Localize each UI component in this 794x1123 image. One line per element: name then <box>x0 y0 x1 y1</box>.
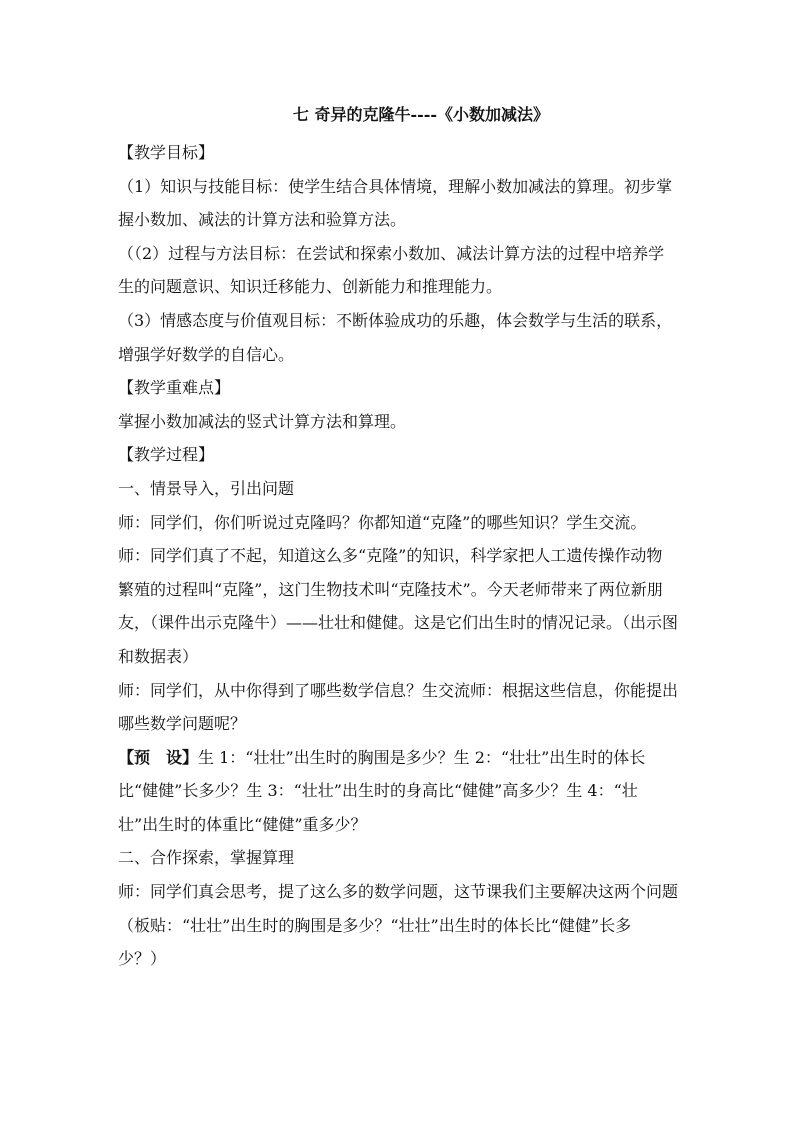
dialogue-paragraph-4-line-2: （板贴：“壮壮”出生时的胸围是多少？“壮壮”出生时的体长比“健健”长多 <box>118 915 632 935</box>
key-points-heading: 【教学重难点】 <box>118 378 231 398</box>
key-points-text: 掌握小数加减法的竖式计算方法和算理。 <box>118 411 407 431</box>
dialogue-paragraph-1: 师：同学们，你们听说过克隆吗？你都知道“克隆”的哪些知识？学生交流。 <box>118 512 647 532</box>
preset-label: 【预 设】 <box>118 747 199 767</box>
dialogue-paragraph-3 <box>118 674 679 741</box>
goal-2-paragraph <box>118 237 676 304</box>
document-title: 七 奇异的克隆牛----《小数加减法》 <box>292 105 550 124</box>
teaching-goals-heading: 【教学目标】 <box>118 143 215 162</box>
preset-line-1 <box>118 741 676 775</box>
dialogue-paragraph-2-line-2: 繁殖的过程叫“克隆”，这门生物技术叫“克隆技术”。今天老师带来了两位新朋 <box>118 579 663 599</box>
goal-3-line-1: （3）情感态度与价值观目标：不断体验成功的乐趣，体会数学与生活的联系， <box>118 310 673 330</box>
dialogue-paragraph-2-line-3: 友，（课件出示克隆牛）——壮壮和健健。这是它们出生时的情况记录。（出示图 <box>118 613 679 633</box>
preset-paragraph <box>118 741 676 842</box>
goal-2-line-2: 生的问题意识、知识迁移能力、创新能力和推理能力。 <box>118 277 503 297</box>
preset-line-3: 壮”出生时的体重比“健健”重多少？ <box>118 814 367 834</box>
teaching-process-heading: 【教学过程】 <box>118 445 215 465</box>
dialogue-paragraph-2 <box>118 539 679 673</box>
dialogue-paragraph-2-line-1: 师：同学们真了不起，知道这么多“克隆”的知识，科学家把人工遗传操作动物 <box>118 546 663 566</box>
part-2-heading: 二、合作探索，掌握算理 <box>118 848 295 868</box>
goal-3-line-2: 增强学好数学的自信心。 <box>118 344 295 364</box>
goal-1-line-1: （1）知识与技能目标：使学生结合具体情境，理解小数加减法的算理。初步掌 <box>118 176 673 196</box>
goal-2-line-1: （（2）过程与方法目标：在尝试和探索小数加、减法计算方法的过程中培养学 <box>118 243 665 263</box>
dialogue-paragraph-4-line-3: 少？） <box>118 949 167 969</box>
goal-3-paragraph <box>118 304 676 371</box>
part-1-heading: 一、情景导入，引出问题 <box>118 478 295 498</box>
dialogue-paragraph-4-line-1: 师：同学们真会思考，提了这么多的数学问题，这节课我们主要解决这两个问题 <box>118 882 679 902</box>
goal-1-line-2: 握小数加、减法的计算方法和验算方法。 <box>118 210 407 230</box>
preset-line-1-text: 生 1：“壮壮”出生时的胸围是多少？生 2：“壮壮”出生时的体长 <box>198 747 646 767</box>
dialogue-paragraph-3-line-2: 哪些数学问题呢？ <box>118 714 247 734</box>
goal-1-paragraph <box>118 170 676 237</box>
dialogue-paragraph-2-line-4: 和数据表） <box>118 646 199 666</box>
dialogue-paragraph-3-line-1: 师：同学们，从中你得到了哪些数学信息？生交流师：根据这些信息，你能提出 <box>118 680 679 700</box>
preset-line-2: 比“健健”长多少？生 3：“壮壮”出生时的身高比“健健”高多少？生 4：“壮 <box>118 781 638 801</box>
dialogue-paragraph-4 <box>118 875 679 976</box>
